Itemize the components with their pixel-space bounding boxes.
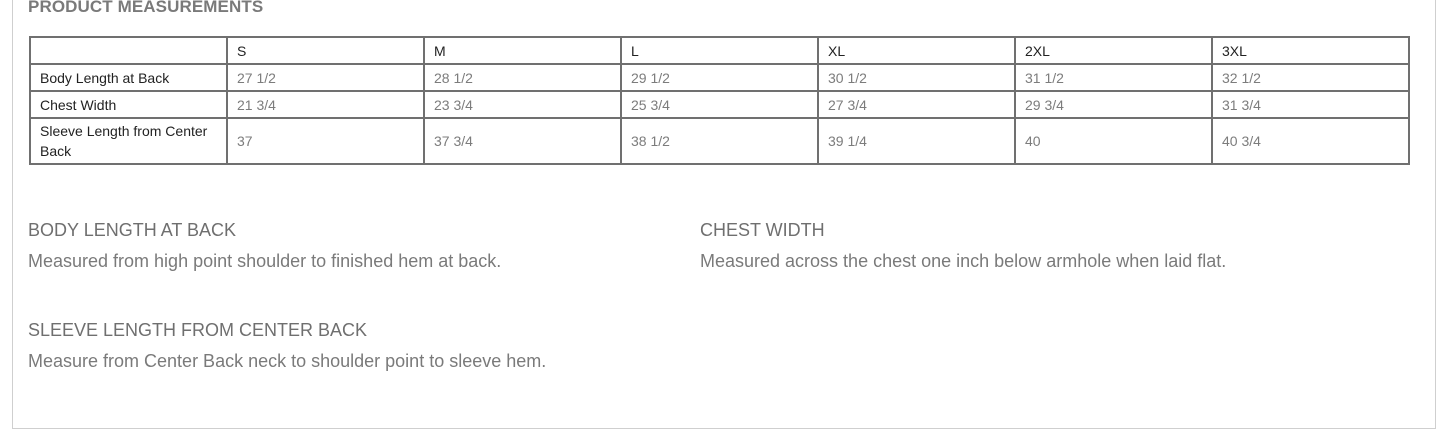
- row-label: Chest Width: [30, 91, 227, 118]
- header-cell-empty: [30, 37, 227, 64]
- definition-text: Measured from high point shoulder to finished hem at back.: [28, 251, 502, 271]
- header-cell-size: XL: [818, 37, 1015, 64]
- table-cell: 21 3/4: [227, 91, 424, 118]
- table-row: [30, 64, 1409, 91]
- table-cell: 39 1/4: [818, 118, 1015, 164]
- table-cell: 29 1/2: [621, 64, 818, 91]
- table-cell: 30 1/2: [818, 64, 1015, 91]
- header-cell-size: M: [424, 37, 621, 64]
- table-cell: 27 1/2: [227, 64, 424, 91]
- table-cell: 31 3/4: [1212, 91, 1409, 118]
- definition-text: Measured across the chest one inch below armhole when laid flat.: [700, 251, 1227, 271]
- definition-text: Measure from Center Back neck to shoulder point to sleeve hem.: [28, 351, 547, 371]
- sleeve-length-definition: [28, 320, 728, 371]
- table-cell: 37 3/4: [424, 118, 621, 164]
- table-row: [30, 91, 1409, 118]
- definition-title: SLEEVE LENGTH FROM CENTER BACK: [28, 320, 368, 340]
- table-header-row: [30, 37, 1409, 64]
- section-title: PRODUCT MEASUREMENTS: [28, 0, 264, 16]
- table-cell: 27 3/4: [818, 91, 1015, 118]
- table-row: [30, 118, 1409, 164]
- header-cell-size: 3XL: [1212, 37, 1409, 64]
- body-length-definition: [28, 220, 668, 271]
- header-cell-size: L: [621, 37, 818, 64]
- table-cell: 40 3/4: [1212, 118, 1409, 164]
- header-cell-size: 2XL: [1015, 37, 1212, 64]
- table-cell: 31 1/2: [1015, 64, 1212, 91]
- row-label: Sleeve Length from Center Back: [30, 118, 227, 164]
- definition-title: BODY LENGTH AT BACK: [28, 220, 237, 240]
- chest-width-definition: [700, 220, 1400, 271]
- definition-title: CHEST WIDTH: [700, 220, 825, 240]
- table-cell: 32 1/2: [1212, 64, 1409, 91]
- table-cell: 23 3/4: [424, 91, 621, 118]
- row-label: Body Length at Back: [30, 64, 227, 91]
- header-cell-size: S: [227, 37, 424, 64]
- table-cell: 37: [227, 118, 424, 164]
- table-cell: 28 1/2: [424, 64, 621, 91]
- measurements-table: [29, 36, 1410, 165]
- table-cell: 25 3/4: [621, 91, 818, 118]
- table-cell: 29 3/4: [1015, 91, 1212, 118]
- table-cell: 40: [1015, 118, 1212, 164]
- table-cell: 38 1/2: [621, 118, 818, 164]
